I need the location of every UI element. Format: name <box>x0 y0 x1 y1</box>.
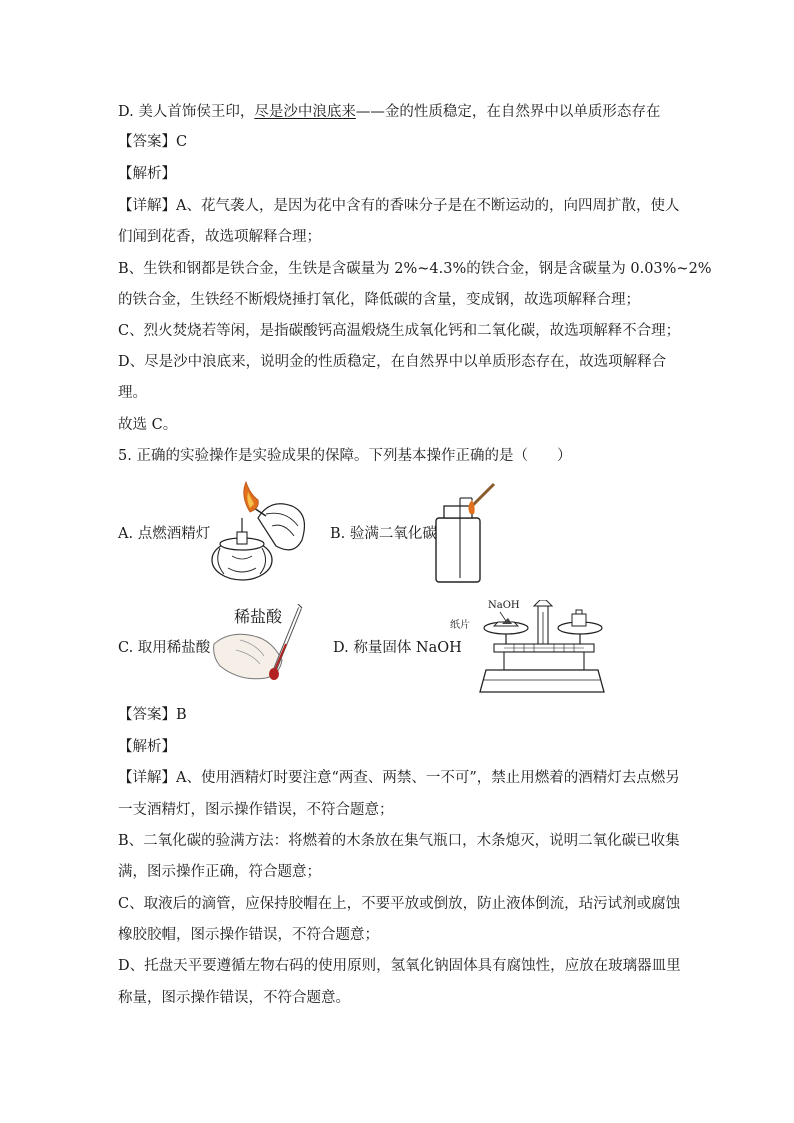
q4-option-d <box>118 102 660 122</box>
q5-option-d: D. 称量固体 NaOH <box>333 640 462 656</box>
q4-line: B、生铁和钢都是铁合金，生铁是含碳量为 2%~4.3%的铁合金，钢是含碳量为 0.03%~2% <box>118 261 712 277</box>
dilute-hcl-label: 稀盐酸 <box>234 607 283 626</box>
q5-line: 称量，图示操作错误，不符合题意。 <box>118 990 350 1006</box>
q5-stem: 5. 正确的实验操作是实验成果的保障。下列基本操作正确的是（ ） <box>118 448 572 464</box>
q4-line: 们闻到花香，故选项解释合理； <box>118 229 321 245</box>
q5-line: 橡胶胶帽，图示操作错误，不符合题意； <box>118 927 379 943</box>
q5-line: 一支酒精灯，图示操作错误，不符合题意； <box>118 802 394 818</box>
q4-line: 故选 C。 <box>118 417 178 433</box>
q4-analysis-title: 【解析】 <box>118 166 176 182</box>
flame-icon <box>244 482 259 512</box>
q5-line: B、二氧化碳的验满方法：将燃着的木条放在集气瓶口，木条熄灭，说明二氧化碳已收集 <box>118 833 680 849</box>
q5-line: D、托盘天平要遵循左物右码的使用原则，氢氧化钠固体具有腐蚀性，应放在玻璃器皿里 <box>118 958 681 974</box>
q4-option-d-prefix: D. 美人首饰侯王印， <box>118 104 255 120</box>
flame-icon <box>468 500 474 514</box>
q5-line: C、取液后的滴管，应保持胶帽在上，不要平放或倒放，防止液体倒流，玷污试剂或腐蚀 <box>118 896 681 912</box>
q5-option-c: C. 取用稀盐酸 <box>118 640 211 656</box>
q4-line: 【详解】A、花气袭人，是因为花中含有的香味分子是在不断运动的，向四周扩散，使人 <box>118 198 680 214</box>
q4-answer: 【答案】C <box>118 134 188 150</box>
q4-option-d-underlined: 尽是沙中浪底来 <box>254 104 356 120</box>
rubber-bulb-icon <box>269 668 279 680</box>
q4-option-d-suffix: ——金的性质稳定，在自然界中以单质形态存在 <box>355 104 661 120</box>
balance-figure <box>474 600 610 696</box>
q5-line: 【详解】A、使用酒精灯时要注意“两查、两禁、一不可”，禁止用燃着的酒精灯去点燃另 <box>118 770 680 786</box>
q4-line: D、尽是沙中浪底来，说明金的性质稳定，在自然界中以单质形态存在，故选项解释合 <box>118 354 667 370</box>
q5-analysis-title: 【解析】 <box>118 739 176 755</box>
q5-answer: 【答案】B <box>118 707 187 723</box>
gas-bottle-figure <box>430 478 502 586</box>
q4-line: C、烈火焚烧若等闲，是指碳酸钙高温煅烧生成氧化钙和二氧化碳，故选项解释不合理； <box>118 323 681 339</box>
q4-line: 理。 <box>118 385 147 401</box>
q5-option-b: B. 验满二氧化碳 <box>330 526 437 542</box>
paper-label: 纸片 <box>450 620 470 631</box>
alcohol-lamp-figure <box>206 478 318 586</box>
naoh-label: NaOH <box>488 600 520 611</box>
q5-line: 满，图示操作正确，符合题意； <box>118 864 321 880</box>
dropper-figure <box>210 604 310 684</box>
q5-option-a: A. 点燃酒精灯 <box>118 526 211 542</box>
q4-line: 的铁合金，生铁经不断煅烧捶打氧化，降低碳的含量，变成钢，故选项解释合理； <box>118 292 640 308</box>
